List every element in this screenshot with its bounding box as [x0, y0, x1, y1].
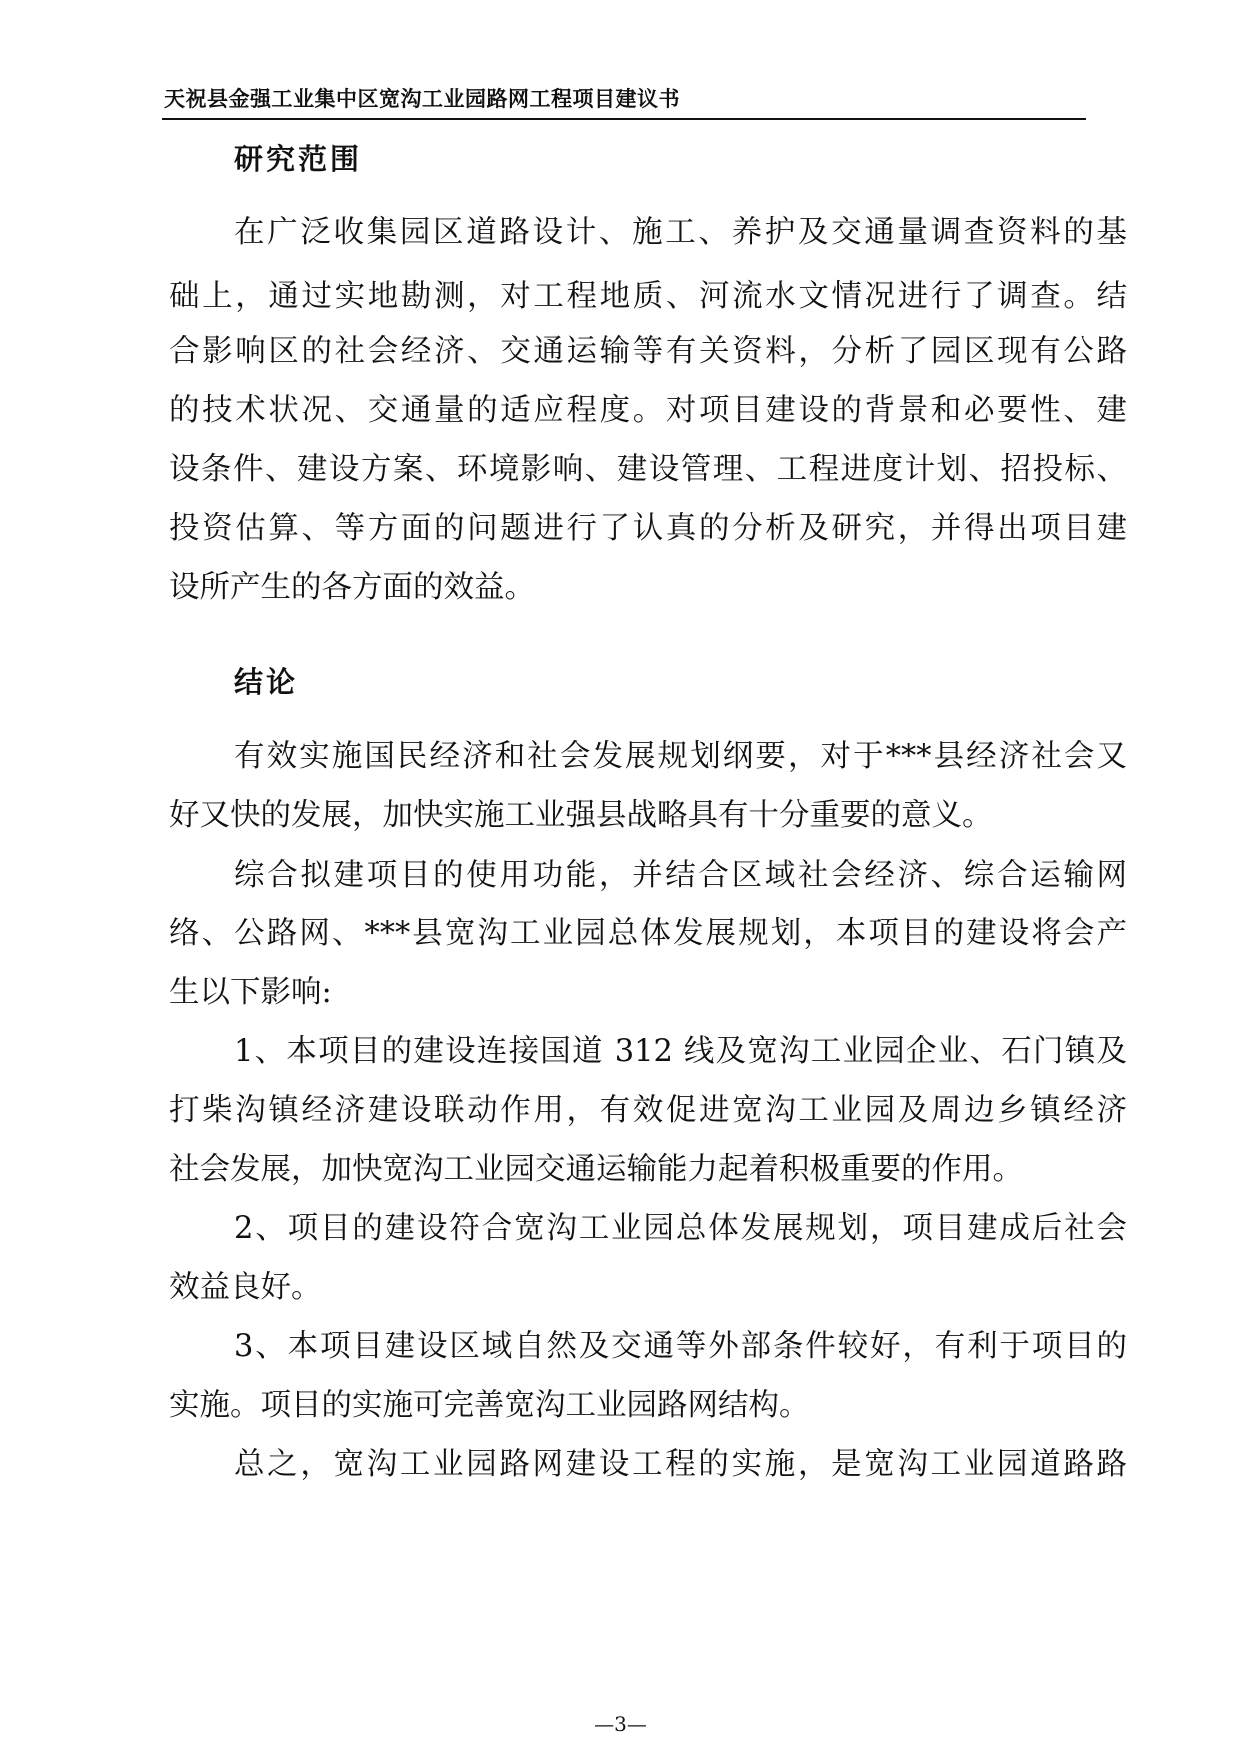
list-item-line: 2、项目的建设符合宽沟工业园总体发展规划，项目建成后社会 — [234, 1211, 1127, 1246]
section-heading-conclusion: 结论 — [234, 665, 299, 699]
paragraph-line: 总之，宽沟工业园路网建设工程的实施，是宽沟工业园道路路 — [234, 1447, 1127, 1482]
paragraph-line: 投资估算、等方面的问题进行了认真的分析及研究，并得出项目建 — [169, 511, 1127, 546]
paragraph-line: 在广泛收集园区道路设计、施工、养护及交通量调查资料的基 — [234, 215, 1127, 250]
list-item-line: 实施。项目的实施可完善宽沟工业园路网结构。 — [169, 1388, 810, 1423]
list-item-line: 打柴沟镇经济建设联动作用，有效促进宽沟工业园及周边乡镇经济 — [169, 1093, 1127, 1128]
paragraph-line: 好又快的发展，加快实施工业强县战略具有十分重要的意义。 — [169, 798, 993, 833]
paragraph-line: 础上，通过实地勘测，对工程地质、河流水文情况进行了调查。结 — [169, 279, 1127, 314]
page-header — [162, 86, 1086, 120]
paragraph-line: 综合拟建项目的使用功能，并结合区域社会经济、综合运输网 — [234, 858, 1127, 893]
list-item-line: 1、本项目的建设连接国道 312 线及宽沟工业园企业、石门镇及 — [234, 1034, 1127, 1069]
list-item-line: 社会发展，加快宽沟工业园交通运输能力起着积极重要的作用。 — [169, 1152, 1023, 1187]
list-item-line: 3、本项目建设区域自然及交通等外部条件较好，有利于项目的 — [234, 1329, 1127, 1364]
document-title: 天祝县金强工业集中区宽沟工业园路网工程项目建议书 — [164, 87, 680, 111]
paragraph-line: 生以下影响: — [169, 975, 332, 1010]
paragraph-line: 设所产生的各方面的效益。 — [169, 570, 535, 605]
paragraph-line: 设条件、建设方案、环境影响、建设管理、工程进度计划、招投标、 — [169, 452, 1127, 487]
paragraph-line: 的技术状况、交通量的适应程度。对项目建设的背景和必要性、建 — [169, 393, 1127, 428]
paragraph-line: 有效实施国民经济和社会发展规划纲要，对于***县经济社会又 — [234, 739, 1127, 774]
paragraph-line: 合影响区的社会经济、交通运输等有关资料，分析了园区现有公路 — [169, 334, 1127, 369]
paragraph-line: 络、公路网、***县宽沟工业园总体发展规划，本项目的建设将会产 — [169, 916, 1127, 951]
list-item-line: 效益良好。 — [169, 1270, 322, 1305]
page-number: —3— — [594, 1712, 647, 1736]
section-heading-research-scope: 研究范围 — [234, 142, 363, 176]
